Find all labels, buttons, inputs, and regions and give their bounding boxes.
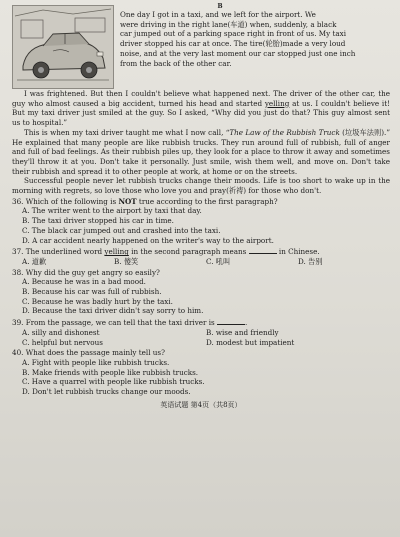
question-stem: 38. Why did the guy get angry so easily? <box>12 267 160 277</box>
option-c: C. 吼叫 <box>206 256 231 266</box>
option-b: B. wise and friendly <box>206 327 279 337</box>
intro-line: were driving in the right lane(车道) when, suddenly, a black <box>120 19 337 29</box>
option-d: D. A car accident nearly happened on the writer's way to the airport. <box>22 235 274 245</box>
option-d: D. Because the taxi driver didn't say sorry to him. <box>22 306 204 316</box>
option-d: D. modest but impatient <box>206 337 295 347</box>
question-37 <box>12 246 390 266</box>
question-39 <box>12 317 390 347</box>
paragraph-2: I was frightened. But then I couldn't believe what happened next. The driver of the other car, the guy who almost caused a big accident, turned his head and started yelling at us. I couldn't believe it! But my taxi driver just smiled at the guy. So I asked, “Why did you just do that? This guy almost sent us to hospital.” <box>12 89 391 128</box>
option-c: C. The black car jumped out and crashed into the taxi. <box>22 225 221 235</box>
options-row <box>12 257 390 267</box>
underlined-word: yelling <box>264 98 290 108</box>
option-c: C. helpful but nervous <box>22 337 103 347</box>
option-a: A. silly and dishonest <box>22 327 100 337</box>
law-title: The Law of the Rubbish Truck <box>229 127 340 137</box>
intro-line: from the back of the other car. <box>120 58 232 68</box>
option-a: A. The writer went to the airport by taxi that day. <box>22 206 202 216</box>
intro-line: One day I got in a taxi, and we left for the airport. We <box>120 10 316 19</box>
intro-text <box>120 3 390 89</box>
intro-line: car jumped out of a parking space right in front of us. My taxi <box>120 29 347 39</box>
question-stem: 37. The underlined word yelling in the second paragraph means in Chinese. <box>12 247 320 257</box>
answer-blank <box>217 317 245 325</box>
section-marker: B <box>217 3 223 10</box>
option-a: A. 道歉 <box>22 256 47 266</box>
question-stem: 40. What does the passage mainly tell us? <box>12 348 165 358</box>
passage-top <box>12 3 390 89</box>
question-stem: 36. Which of the following is NOT true according to the first paragraph? <box>12 196 278 206</box>
option-a: A. Because he was in a bad mood. <box>22 277 146 287</box>
taxi-illustration <box>12 5 114 89</box>
option-c: C. Have a quarrel with people like rubbish trucks. <box>22 377 205 387</box>
options-row <box>12 338 390 348</box>
car-drawing-icon <box>13 6 113 88</box>
answer-blank <box>249 246 277 254</box>
question-38 <box>12 268 390 317</box>
paragraph-3: This is when my taxi driver taught me what I now call, “The Law of the Rubbish Truck (垃圾车法则).” He explained that many people are like rubbish trucks. They run around full of rubbish, full of anger and full of bad feelings. As their rubbish piles up, they look for a place to throw it away and sometimes they'll throw it at you. Don't take it personally. Just smile, wish them well, and move on. Don't take their rubbish and spread it to other people at work, at home or on the streets. <box>12 127 390 176</box>
paragraph-4: Successful people never let rubbish trucks change their moods. Life is too short to wake up in the morning with regrets, so love those who love you and pray(祈祷) for those who don't. <box>12 176 390 196</box>
options-row <box>12 328 390 338</box>
intro-line: noise, and at the very last moment our car stopped just one inch <box>120 48 356 58</box>
option-d: D. 告别 <box>298 256 323 266</box>
option-b: B. The taxi driver stopped his car in time. <box>22 216 174 226</box>
option-c: C. Because he was badly hurt by the taxi. <box>22 296 173 306</box>
question-40 <box>12 348 390 397</box>
intro-line: driver stopped his car at once. The tire(轮胎)made a very loud <box>120 39 346 49</box>
question-36 <box>12 197 390 246</box>
option-b: B. Because his car was full of rubbish. <box>22 287 162 297</box>
question-stem: 39. From the passage, we can tell that the taxi driver is . <box>12 318 248 328</box>
option-b: B. Make friends with people like rubbish trucks. <box>22 367 199 377</box>
option-b: B. 傻笑 <box>114 256 139 266</box>
option-a: A. Fight with people like rubbish trucks. <box>22 357 170 367</box>
page-footer: 英语试题 第4页（共8页） <box>160 400 242 409</box>
option-d: D. Don't let rubbish trucks change our moods. <box>22 387 191 397</box>
